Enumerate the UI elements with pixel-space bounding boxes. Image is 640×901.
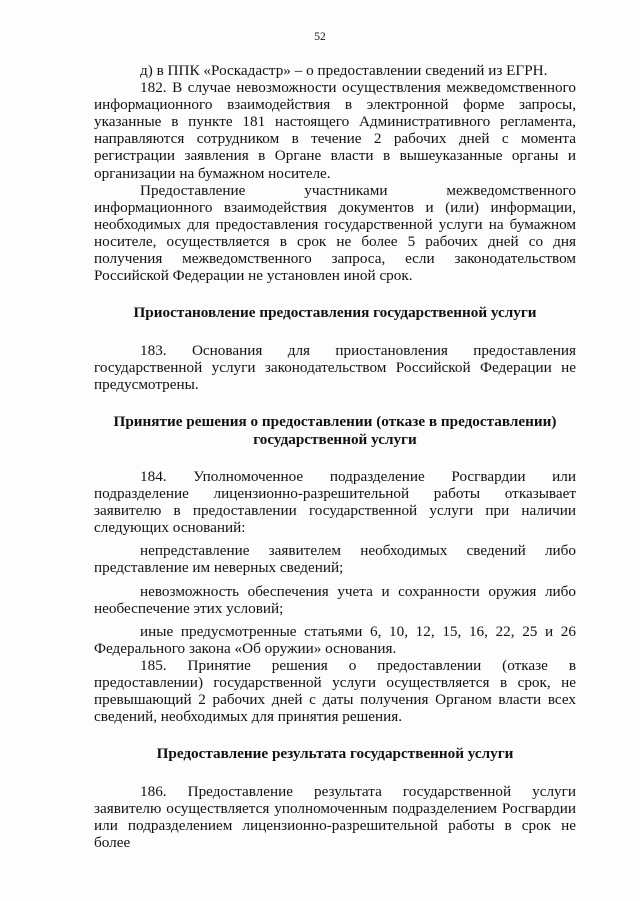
paragraph-184-reason-2: невозможность обеспечения учета и сохранности оружия либо необеспечение этих условий;: [94, 582, 576, 617]
page-number: 52: [314, 31, 326, 43]
paragraph-183: 183. Основания для приостановления предоставления государственной услуги законодательством Российской Федерации не предусмотрены.: [94, 341, 576, 393]
section-heading-suspension: Приостановление предоставления государственной услуги: [133, 304, 537, 322]
paragraph-182: 182. В случае невозможности осуществления межведомственного информационного взаимодействия в электронной форме запросы, указанные в пункте 181 настоящего Административного регламента, направляются сотрудником в течение 2 рабочих дней с момента регистрации заявления в Органе власти в вышеуказанные органы и организации на бумажном носителе.: [94, 79, 576, 182]
paragraph-184: 184. Уполномоченное подразделение Росгвардии или подразделение лицензионно-разрешительной работы отказывает заявителю в предоставлении государственной услуги при наличии следующих оснований:: [94, 468, 576, 537]
paragraph-184-reason-1: непредставление заявителем необходимых сведений либо представление им неверных сведений;: [94, 542, 576, 577]
section-heading-decision: Принятие решения о предоставлении (отказе в предоставлении) государственной услуги: [113, 413, 557, 448]
paragraph-185: 185. Принятие решения о предоставлении (отказе в предоставлении) государственной услуги осуществляется в срок, не превышающий 2 рабочих дней с даты получения Органом власти всех сведений, необходимых для принятия решения.: [94, 656, 576, 726]
document-body: [94, 62, 576, 851]
paragraph-186: 186. Предоставление результата государственной услуги заявителю осуществляется уполномоченным подразделением Росгвардии или подразделением лицензионно-разрешительной работы в срок не более: [94, 782, 576, 852]
paragraph-d-roskadastr: д) в ППК «Роскадастр» – о предоставлении сведений из ЕГРН.: [140, 62, 548, 79]
paragraph-interagency-terms: Предоставление участниками межведомственного информационного взаимодействия документов и (или) информации, необходимых для предоставления государственной услуги на бумажном носителе, осуществляется в срок не более 5 рабочих дней со дня получения межведомственного запроса, если законодательством Российской Федерации не установлен иной срок.: [94, 181, 576, 285]
section-heading-result: Предоставление результата государственной услуги: [156, 745, 514, 763]
paragraph-184-reason-3: иные предусмотренные статьями 6, 10, 12, 15, 16, 22, 25 и 26 Федерального закона «Об оружии» основания.: [94, 622, 576, 657]
